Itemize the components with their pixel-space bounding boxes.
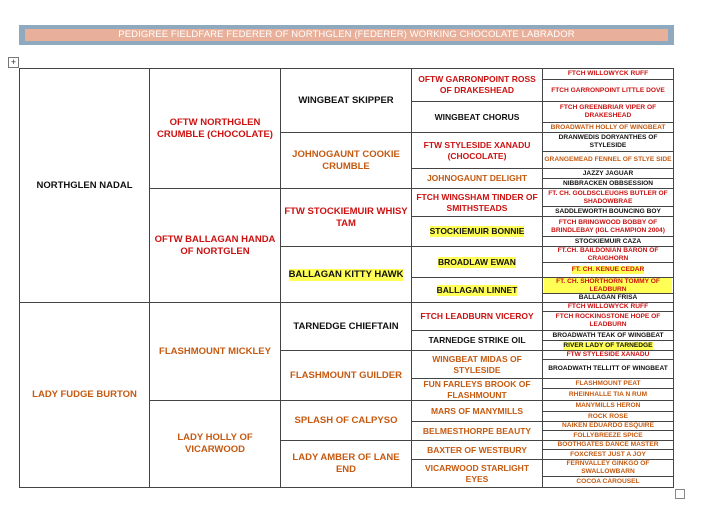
table-border: [149, 302, 281, 303]
table-border: [542, 246, 674, 247]
table-border: [542, 359, 674, 360]
ancestor-name: BOOTHGATES DANCE MASTER: [557, 441, 659, 448]
table-border: [411, 400, 543, 401]
table-border: [542, 122, 674, 123]
table-border: [411, 216, 543, 217]
ancestor-name: FLASHMOUNT PEAT: [575, 379, 641, 387]
table-border: [280, 132, 412, 133]
gen5-ancestor-cell: [543, 312, 673, 330]
gen5-ancestor-cell: [543, 80, 673, 101]
ancestor-name: FERNVALLEY GINKGO OF SWALLOWBARN: [566, 460, 650, 475]
gen4-ancestor-cell: [412, 303, 542, 330]
ancestor-name: FUN FARLEYS BROOK OF FLASHMOUNT: [423, 379, 531, 400]
ancestor-name: BAXTER OF WESTBURY: [427, 444, 527, 455]
table-border: [542, 178, 674, 179]
table-border: [542, 421, 674, 422]
gen5-ancestor-cell: [543, 123, 673, 132]
gen4-ancestor-cell: [412, 169, 542, 188]
table-border: [411, 440, 543, 441]
gen5-ancestor-cell: [543, 278, 673, 293]
ancestor-name: FTCH WINGSHAM TINDER OF SMITHSTEADS: [416, 191, 538, 213]
gen4-ancestor-cell: [412, 441, 542, 459]
ancestor-name: LADY HOLLY OF VICARWOOD: [177, 432, 253, 455]
table-border: [542, 340, 674, 341]
table-border: [542, 277, 674, 278]
gen4-ancestor-cell: [412, 422, 542, 440]
ancestor-name: FTW STYLESIDE XANADU (CHOCOLATE): [423, 139, 531, 161]
gen1-ancestor-cell: [20, 303, 149, 487]
gen5-ancestor-cell: [543, 341, 673, 350]
gen5-ancestor-cell: [543, 351, 673, 359]
gen2-ancestor-cell: [150, 69, 280, 188]
gen5-ancestor-cell: [543, 450, 673, 459]
gen5-ancestor-cell: [543, 379, 673, 388]
gen5-ancestor-cell: [543, 237, 673, 246]
gen5-ancestor-cell: [543, 169, 673, 178]
gen5-ancestor-cell: [543, 263, 673, 277]
ancestor-name: STOCKIEMUIR BONNIE: [429, 226, 525, 236]
ancestor-name: BROADWATH TELLITT OF WINGBEAT: [548, 365, 668, 372]
gen5-ancestor-cell: [543, 360, 673, 378]
gen3-ancestor-cell: [281, 133, 411, 188]
gen4-ancestor-cell: [412, 69, 542, 101]
gen5-ancestor-cell: [543, 331, 673, 340]
gen4-ancestor-cell: [412, 217, 542, 246]
ancestor-name: VICARWOOD STARLIGHT EYES: [424, 462, 530, 484]
ancestor-name: ROCK ROSE: [588, 412, 628, 420]
gen5-ancestor-cell: [543, 207, 673, 216]
ancestor-name: FT. CH. KENUE CEDAR: [571, 266, 645, 273]
table-border: [542, 430, 674, 431]
table-border: [542, 68, 543, 488]
table-border: [542, 302, 674, 303]
table-border: [542, 411, 674, 412]
table-border: [411, 459, 543, 460]
table-border: [542, 400, 674, 401]
table-border: [411, 277, 543, 278]
ancestor-name: OFTW NORTHGLEN CRUMBLE (CHOCOLATE): [157, 116, 273, 140]
gen5-ancestor-cell: [543, 189, 673, 206]
gen1-ancestor-cell: [20, 69, 149, 302]
ancestor-name: FTCH GREENBRIAR VIPER OF DRAKESHEAD: [559, 104, 657, 119]
gen4-ancestor-cell: [412, 189, 542, 216]
ancestor-name: TARNEDGE STRIKE OIL: [428, 335, 526, 345]
ancestor-name: FTCH BRINGWOOD BOBBY OF BRINDLEBAY (IGL CHAMPION 2004): [551, 218, 665, 234]
ancestor-name: BROADWATH TEAK OF WINGBEAT: [552, 331, 664, 339]
ancestor-name: BALLAGAN LINNET: [436, 284, 518, 295]
gen5-ancestor-cell: [543, 247, 673, 262]
gen4-ancestor-cell: [412, 379, 542, 400]
ancestor-name: MARS OF MANYMILLS: [430, 405, 524, 416]
table-border: [542, 216, 674, 217]
gen3-ancestor-cell: [281, 247, 411, 302]
table-border: [542, 388, 674, 389]
table-border: [542, 350, 674, 351]
ancestor-name: JAZZY JAGUAR: [582, 169, 634, 177]
table-border: [280, 246, 412, 247]
gen5-ancestor-cell: [543, 102, 673, 122]
ancestor-name: JOHNOGAUNT COOKIE CRUMBLE: [292, 148, 400, 172]
ancestor-name: WINGBEAT CHORUS: [434, 111, 520, 122]
table-border: [411, 350, 543, 351]
table-border: [542, 378, 674, 379]
table-border: [19, 68, 674, 69]
table-border: [542, 206, 674, 207]
gen5-ancestor-cell: [543, 422, 673, 430]
gen4-ancestor-cell: [412, 133, 542, 168]
ancestor-name: STOCKIEMUIR CAZA: [574, 237, 642, 245]
table-border: [280, 188, 412, 189]
table-border: [280, 350, 412, 351]
gen2-ancestor-cell: [150, 401, 280, 487]
ancestor-name: DRANWEDIS DORYANTHES OF STYLESIDE: [558, 134, 658, 149]
gen4-ancestor-cell: [412, 351, 542, 378]
gen4-ancestor-cell: [412, 331, 542, 350]
ancestor-name: FOLLYBREEZE SPICE: [573, 431, 643, 439]
gen5-ancestor-cell: [543, 431, 673, 440]
table-border: [19, 302, 150, 303]
table-border: [411, 421, 543, 422]
gen5-ancestor-cell: [543, 441, 673, 449]
table-border: [411, 302, 543, 303]
gen2-ancestor-cell: [150, 303, 280, 400]
table-border: [411, 378, 543, 379]
ancestor-name: FT. CH. GOLDSCLEUGHS BUTLER OF SHADOWBRAE: [548, 189, 668, 205]
ancestor-name: SPLASH OF CALPYSO: [294, 414, 398, 426]
ancestor-name: RIVER LADY OF TARNEDGE: [563, 341, 653, 349]
resize-handle-icon[interactable]: [675, 489, 685, 499]
table-border: [542, 188, 674, 189]
ancestor-name: BROADWATH HOLLY OF WINGBEAT: [550, 123, 666, 131]
table-border: [411, 168, 543, 169]
ancestor-name: FT.CH. BAILDONIAN BARON OF CRAIGHORN: [557, 247, 659, 262]
gen4-ancestor-cell: [412, 247, 542, 277]
table-border: [411, 330, 543, 331]
table-border: [542, 476, 674, 477]
table-border: [542, 79, 674, 80]
table-border: [542, 132, 674, 133]
ancestor-name: BROADLAW EWAN: [438, 256, 516, 267]
ancestor-name: FOXCREST JUST A JOY: [570, 450, 646, 458]
ancestor-name: JOHNOGAUNT DELIGHT: [426, 173, 528, 183]
gen5-ancestor-cell: [543, 152, 673, 168]
ancestor-name: WINGBEAT MIDAS OF STYLESIDE: [432, 353, 522, 375]
gen5-ancestor-cell: [543, 179, 673, 188]
gen4-ancestor-cell: [412, 102, 542, 132]
gen4-ancestor-cell: [412, 460, 542, 487]
ancestor-name: OFTW BALLAGAN HANDA OF NORTGLEN: [154, 233, 276, 257]
move-handle-icon[interactable]: +: [8, 57, 19, 68]
table-border: [411, 132, 543, 133]
table-border: [411, 246, 543, 247]
gen4-ancestor-cell: [412, 401, 542, 421]
gen5-ancestor-cell: [543, 69, 673, 79]
table-border: [542, 459, 674, 460]
ancestor-name: BELMESTHORPE BEAUTY: [422, 425, 532, 436]
ancestor-name: FTCH LEADBURN VICEROY: [420, 311, 534, 321]
table-border: [411, 188, 543, 189]
ancestor-name: FTCH ROCKINGSTONE HOPE OF LEADBURN: [555, 313, 661, 328]
table-border: [542, 262, 674, 263]
ancestor-name: FLASHMOUNT GUILDER: [290, 369, 402, 381]
gen5-ancestor-cell: [543, 217, 673, 236]
table-border: [149, 68, 150, 488]
gen5-ancestor-cell: [543, 389, 673, 400]
gen5-ancestor-cell: [543, 294, 673, 302]
ancestor-name: FTW STOCKIEMUIR WHISY TAM: [284, 205, 408, 229]
ancestor-name: FTCH GARRONPOINT LITTLE DOVE: [551, 86, 665, 94]
gen5-ancestor-cell: [543, 460, 673, 476]
ancestor-name: SADDLEWORTH BOUNCING BOY: [555, 207, 661, 215]
table-border: [542, 311, 674, 312]
gen5-ancestor-cell: [543, 133, 673, 151]
gen3-ancestor-cell: [281, 303, 411, 350]
gen3-ancestor-cell: [281, 351, 411, 400]
table-border: [542, 101, 674, 102]
ancestor-name: NIBBRACKEN OBBSESSION: [562, 179, 654, 187]
table-border: [411, 68, 412, 488]
ancestor-name: BALLAGAN KITTY HAWK: [288, 268, 404, 280]
gen5-ancestor-cell: [543, 401, 673, 411]
table-border: [149, 188, 281, 189]
table-border: [280, 68, 281, 488]
table-border: [673, 68, 674, 488]
ancestor-name: LADY AMBER OF LANE END: [292, 452, 400, 475]
gen3-ancestor-cell: [281, 69, 411, 132]
table-border: [542, 151, 674, 152]
ancestor-name: TARNEDGE CHIEFTAIN: [293, 320, 399, 332]
table-border: [280, 440, 412, 441]
ancestor-name: NAIKEN EDUARDO ESQUIRE: [562, 422, 654, 429]
ancestor-name: FTCH WILLOWYCK RUFF: [567, 70, 649, 77]
gen3-ancestor-cell: [281, 441, 411, 487]
ancestor-name: BALLAGAN FRISA: [578, 294, 638, 301]
ancestor-name: WINGBEAT SKIPPER: [298, 94, 394, 106]
gen5-ancestor-cell: [543, 303, 673, 311]
table-border: [411, 101, 543, 102]
table-border: [542, 440, 674, 441]
gen5-ancestor-cell: [543, 477, 673, 487]
table-border: [542, 293, 674, 294]
ancestor-name: COCOA CAROUSEL: [576, 478, 640, 485]
ancestor-name: LADY FUDGE BURTON: [32, 389, 137, 400]
table-border: [280, 302, 412, 303]
ancestor-name: NORTHGLEN NADAL: [36, 179, 133, 191]
page-title: PEDIGREE FIELDFARE FEDERER OF NORTHGLEN (FEDERER) WORKING CHOCOLATE LABRADOR: [118, 29, 575, 40]
gen5-ancestor-cell: [543, 412, 673, 421]
gen3-ancestor-cell: [281, 401, 411, 440]
table-border: [19, 68, 20, 488]
gen4-ancestor-cell: [412, 278, 542, 302]
gen3-ancestor-cell: [281, 189, 411, 246]
ancestor-name: FLASHMOUNT MICKLEY: [159, 345, 271, 357]
table-border: [542, 449, 674, 450]
table-border: [280, 400, 412, 401]
pedigree-title-banner: [19, 25, 674, 45]
table-border: [149, 400, 281, 401]
table-border: [542, 236, 674, 237]
gen2-ancestor-cell: [150, 189, 280, 302]
ancestor-name: GRANGEMEAD FENNEL OF STLYE SIDE: [544, 156, 672, 163]
ancestor-name: FT. CH. SHORTHORN TOMMY OF LEADBURN: [544, 278, 672, 293]
ancestor-name: OFTW GARRONPOINT ROSS OF DRAKESHEAD: [418, 74, 536, 95]
table-border: [542, 330, 674, 331]
ancestor-name: RHEINHALLE TIA N RUM: [568, 390, 648, 398]
ancestor-name: FTCH WILLOWYCK RUFF: [567, 303, 649, 310]
ancestor-name: FTW STYLESIDE XANADU: [566, 351, 650, 358]
table-border: [542, 168, 674, 169]
table-border: [19, 487, 674, 488]
ancestor-name: MANYMILLS HERON: [575, 402, 641, 409]
